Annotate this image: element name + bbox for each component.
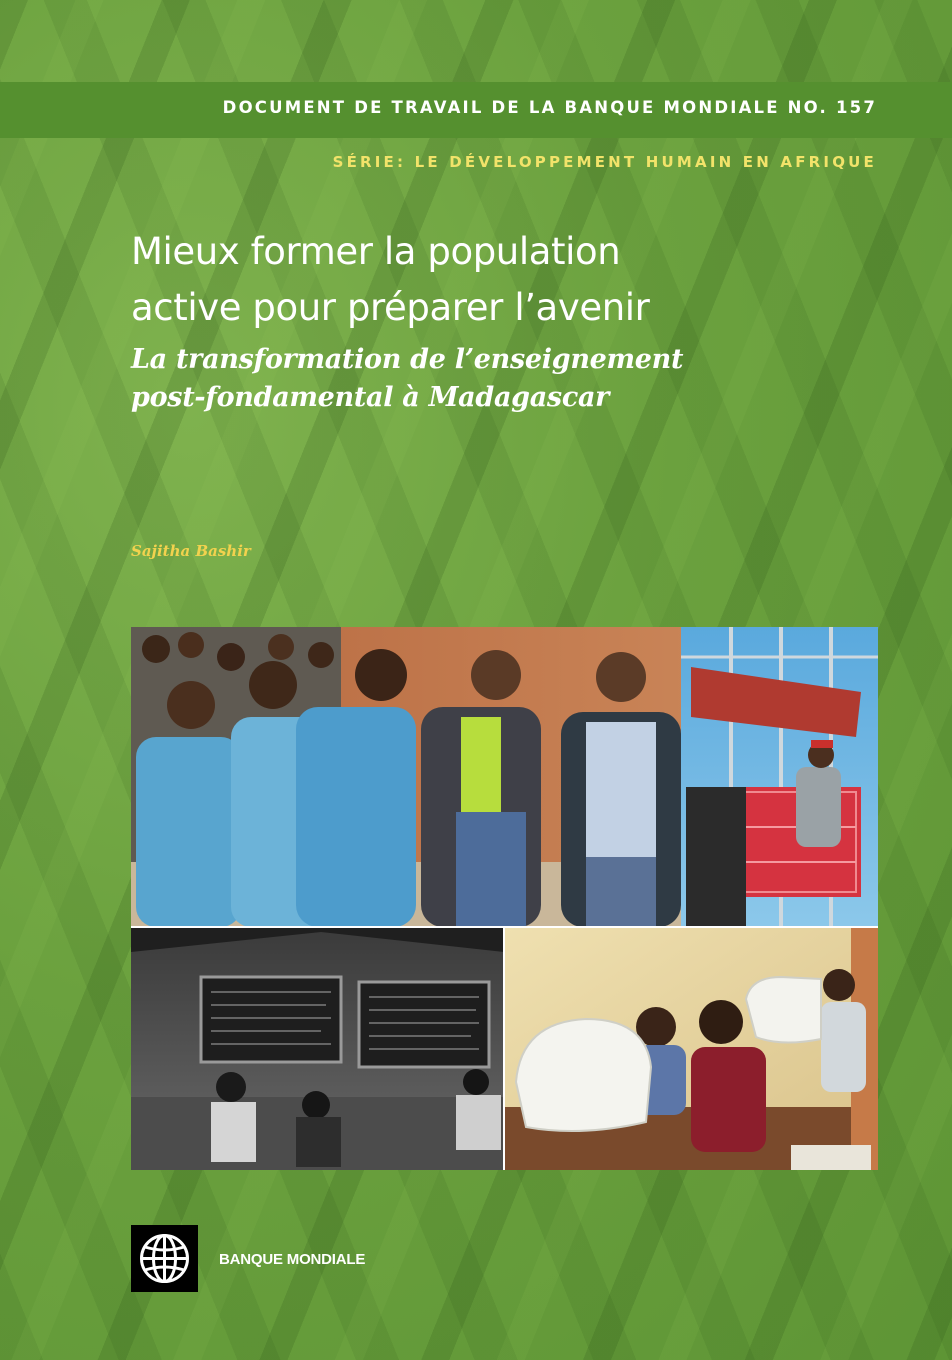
photo-collage xyxy=(131,627,878,1170)
book-subtitle xyxy=(131,341,871,417)
subtitle-line-1: La transformation de l’enseignement xyxy=(131,344,684,375)
world-bank-logo xyxy=(131,1225,198,1292)
series-number: DOCUMENT DE TRAVAIL DE LA BANQUE MONDIALE NO. 157 xyxy=(222,98,877,117)
construction-scaffolding-photo xyxy=(681,627,878,927)
students-walking-photo xyxy=(131,627,691,927)
author-name: Sajitha Bashir xyxy=(131,542,251,560)
book-title xyxy=(131,224,871,336)
subtitle-line-2: post-fondamental à Madagascar xyxy=(131,382,610,413)
series-name: SÉRIE: LE DÉVELOPPEMENT HUMAIN EN AFRIQUE xyxy=(332,153,877,171)
globe-icon xyxy=(131,1225,198,1292)
publisher-name: BANQUE MONDIALE xyxy=(219,1251,366,1268)
title-line-1: Mieux former la population xyxy=(131,230,621,273)
computer-lab-photo xyxy=(504,927,878,1170)
classroom-blackboard-photo xyxy=(131,927,504,1170)
title-line-2: active pour préparer l’avenir xyxy=(131,286,650,329)
